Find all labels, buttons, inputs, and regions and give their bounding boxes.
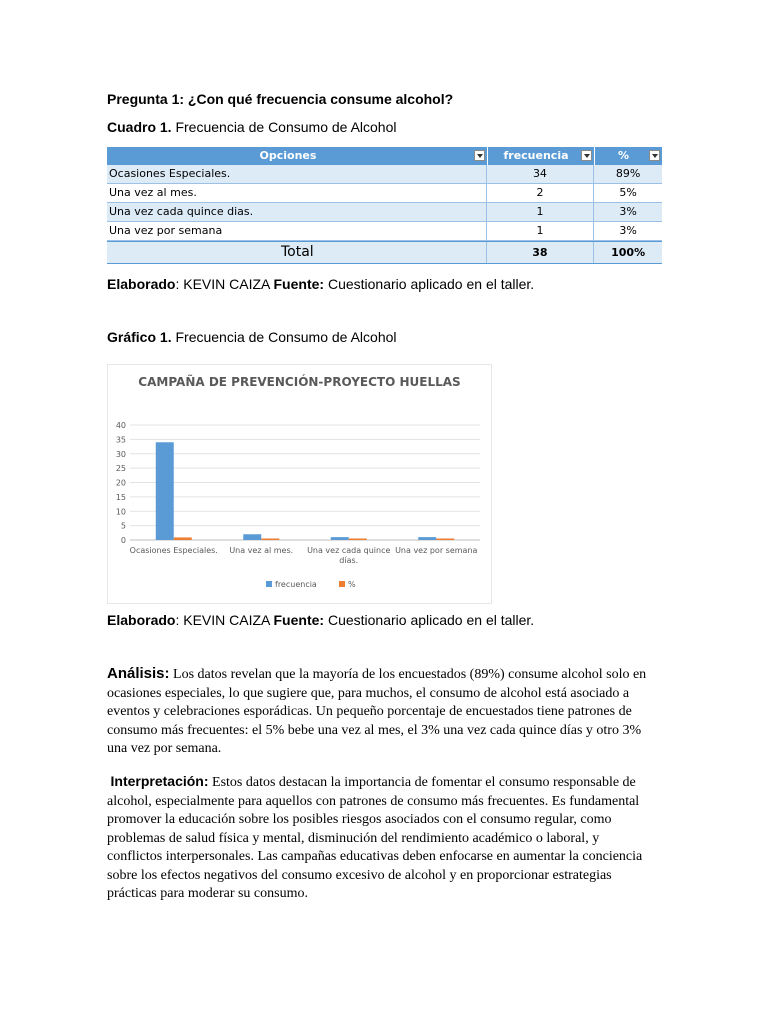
legend-label: % (348, 580, 356, 589)
elaborado-label: Elaborado (107, 276, 176, 292)
y-tick-label: 15 (115, 492, 126, 502)
chart-caption (107, 329, 397, 345)
bar-frecuencia (331, 537, 349, 540)
elaborado-value: : KEVIN CAIZA (175, 276, 274, 292)
x-tick-label: Una vez por semana (395, 546, 478, 555)
elaborado-value: : KEVIN CAIZA (175, 612, 274, 628)
total-pct: 100% (593, 242, 662, 263)
x-tick-label: Ocasiones Especiales. (129, 546, 218, 555)
cell-frecuencia: 34 (486, 165, 594, 183)
elaborado-label: Elaborado (107, 612, 176, 628)
cell-option: Una vez al mes. (109, 186, 197, 199)
cell-option: Ocasiones Especiales. (109, 167, 231, 180)
cell-frecuencia: 2 (486, 184, 594, 202)
header-opciones-label: Opciones (259, 149, 317, 162)
total-label: Total (280, 244, 314, 260)
chart-title: CAMPAÑA DE PREVENCIÓN-PROYECTO HUELLAS (138, 375, 461, 389)
frequency-table (107, 147, 662, 264)
table-row (107, 184, 662, 203)
bar-chart (107, 364, 492, 604)
interpretacion-paragraph (107, 772, 652, 904)
bar-pct (349, 539, 367, 541)
table-total-row (107, 241, 662, 264)
bar-pct (174, 537, 192, 540)
y-tick-label: 35 (115, 435, 126, 445)
x-tick-label: Una vez cada quince (307, 546, 391, 555)
analisis-text: Los datos revelan que la mayoría de los encuestados (89%) consume alcohol solo en ocasiones especiales, lo que sugiere que, para muchos, el consumo de alcohol está asociado a eventos y celebraciones esporádicas. Un pequeño porcentaje de encuestados tiene patrones de consumo más frecuentes: el 5% bebe una vez al mes, el 3% una vez cada quince días y otro 3% una vez por semana. (107, 667, 647, 756)
y-tick-label: 40 (115, 421, 126, 430)
table-row (107, 203, 662, 222)
question-title: Pregunta 1: ¿Con qué frecuencia consume alcohol? (107, 91, 454, 107)
y-tick-label: 20 (115, 478, 126, 488)
header-pct[interactable] (594, 147, 662, 165)
legend-swatch (339, 581, 345, 587)
filter-dropdown-icon[interactable] (649, 150, 660, 161)
cell-frecuencia: 1 (486, 203, 594, 221)
interpretacion-lead: Interpretación: (110, 773, 209, 789)
x-tick-label: días. (339, 556, 359, 565)
cell-pct: 89% (593, 165, 662, 183)
table-row (107, 222, 662, 241)
table-caption (107, 119, 397, 135)
table-header-row (107, 147, 662, 165)
cell-option: Una vez cada quince dias. (109, 205, 254, 218)
fuente-label: Fuente: (273, 276, 325, 292)
table-row (107, 165, 662, 184)
fuente-value: Cuestionario aplicado en el taller. (324, 612, 535, 628)
bar-pct (261, 539, 279, 541)
total-frecuencia: 38 (486, 242, 594, 263)
cell-pct: 5% (593, 184, 662, 202)
y-tick-label: 10 (115, 507, 126, 517)
filter-dropdown-icon[interactable] (581, 150, 592, 161)
y-tick-label: 5 (120, 521, 126, 531)
filter-dropdown-icon[interactable] (474, 150, 485, 161)
analisis-lead: Análisis: (107, 665, 170, 682)
fuente-label: Fuente: (273, 612, 325, 628)
bar-frecuencia (243, 534, 261, 540)
chart-caption-label: Gráfico 1. (107, 329, 172, 345)
fuente-value: Cuestionario aplicado en el taller. (324, 276, 535, 292)
header-frecuencia[interactable] (487, 147, 594, 165)
credit-line (107, 612, 534, 628)
bar-frecuencia (418, 537, 436, 540)
bar-frecuencia (156, 442, 174, 540)
x-tick-label: Una vez al mes. (229, 546, 294, 555)
cell-frecuencia: 1 (486, 222, 594, 240)
interpretacion-text: Estos datos destacan la importancia de fomentar el consumo responsable de alcohol, especialmente para aquellos con patrones de consumo más frecuentes. Es fundamental promover la educación sobre los posibles riesgos asociados con el consumo regular, como problemas de salud física y mental, disminución del rendimiento académico o laboral, y conflictos interpersonales. Las campañas educativas deben enfocarse en aumentar la conciencia sobre los efectos negativos del consumo excesivo de alcohol y en proporcionar estrategias prácticas para moderar su consumo. (107, 775, 643, 901)
header-frecuencia-label: frecuencia (503, 149, 569, 162)
table-caption-label: Cuadro 1. (107, 119, 172, 135)
header-opciones[interactable] (107, 147, 487, 165)
bar-pct (436, 539, 454, 541)
legend-label: frecuencia (275, 580, 317, 589)
header-pct-label: % (617, 149, 630, 162)
legend-swatch (266, 581, 272, 587)
cell-pct: 3% (593, 203, 662, 221)
y-tick-label: 30 (115, 449, 126, 459)
table-caption-text: Frecuencia de Consumo de Alcohol (171, 119, 397, 135)
cell-option: Una vez por semana (109, 224, 223, 237)
credit-line (107, 276, 534, 292)
cell-pct: 3% (593, 222, 662, 240)
analisis-paragraph (107, 665, 652, 759)
chart-caption-text: Frecuencia de Consumo de Alcohol (171, 329, 397, 345)
y-tick-label: 25 (115, 464, 126, 474)
chart-plot (108, 365, 491, 603)
y-tick-label: 0 (120, 536, 126, 545)
